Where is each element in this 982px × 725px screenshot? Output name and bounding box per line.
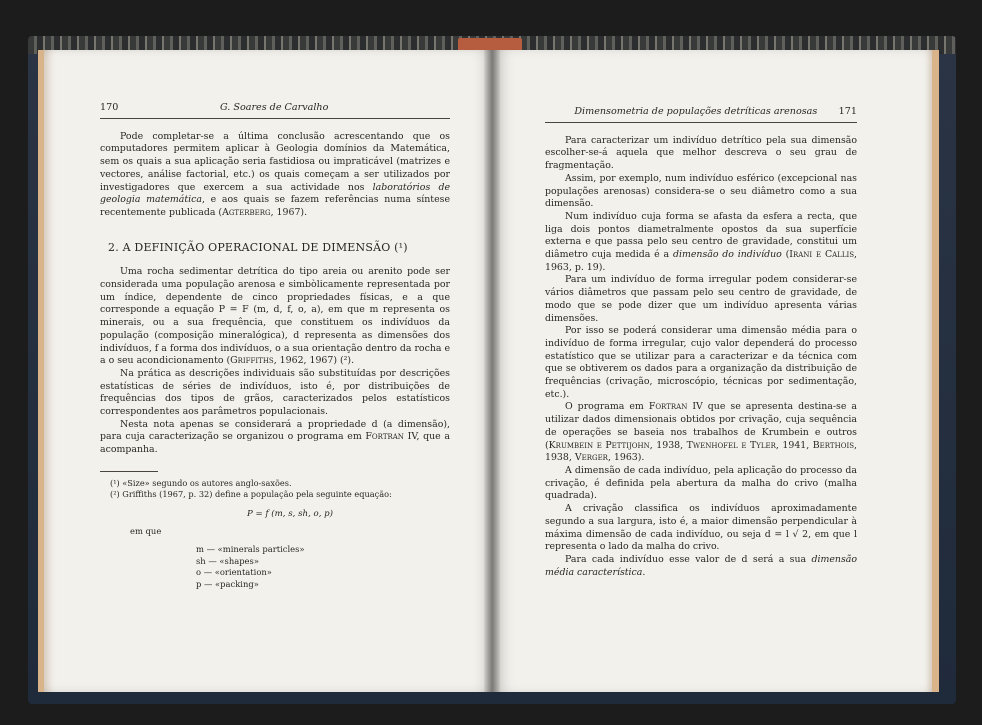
right-paragraph-3: Num indivíduo cuja forma se afasta da esfera a recta, que liga dois pontos diametralmente opostos da sua superfície externa e que passa pelo seu centro de gravidade, constitui um diâmetro cuja medida é a dimensão do indivíduo (Irani e Callis, 1963, p. 19). [545, 210, 858, 273]
left-paragraph-1: Pode completar-se a última conclusão acrescentando que os computadores permitem aplicar à Geologia domínios da Matemática, sem os quais a sua aplicação seria fastidiosa ou impraticável (matrizes e vectores, análise factorial, etc.) os quais começam a ser utilizados por investigadores que exercem a sua actividade nos laboratórios de geologia matemática, e aos quais se fazem referências numa síntese recentemente publicada (Agterberg, 1967). [100, 130, 451, 218]
footnote-em-que: em que [130, 526, 162, 537]
definition-item: sh — «shapes» [196, 555, 259, 566]
left-paragraph-2: Uma rocha sedimentar detrítica do tipo areia ou arenito pode ser considerada uma população arenosa e simbòlicamente representada por um índice, dependente de cinco propriedades físicas, e a que corresponde a equação P = F (m, d, f, o, a), em que m representa os minerais, ou a sua frequência, que constituem os indivíduos da população (composição mineralógica), d representa as dimensões dos indivíduos, f a forma dos indivíduos, o a sua orientação dentro da rocha e a o seu acondicionamento (Griffiths, 1962, 1967) (²). [100, 266, 450, 367]
left-paragraph-4: Nesta nota apenas se considerará a propriedade d (a dimensão), para cuja caracterização se organizou o programa em Fortran IV, que a acompanha. [100, 418, 450, 456]
definition-item: m — «minerals particles» [196, 543, 305, 554]
section-heading: 2. A DEFINIÇÃO OPERACIONAL DE DIMENSÃO (¹) [108, 240, 408, 254]
footnote-2: (²) Griffiths (1967, p. 32) define a população pela seguinte equação: [110, 489, 392, 500]
footnote-rule [100, 471, 158, 472]
right-paragraph-6: O programa em Fortran IV que se apresenta destina-se a utilizar dados dimensionais obtidos por crivação, cuja sequência de operações se baseia nos trabalhos de Krumbein e outros (Krumbein e Pettijohn, 1938, Twenhofel e Tyler, 1941, Berthois, 1938, Verger, 1963). [545, 401, 857, 464]
left-page-text [100, 102, 450, 591]
right-paragraph-2: Assim, por exemplo, num indivíduo esférico (excepcional nas populações arenosas) considera-se o seu diâmetro como a sua dimensão. [545, 172, 857, 210]
definition-item: o — «orientation» [196, 567, 272, 578]
right-paragraph-1: Para caracterizar um indivíduo detrítico pela sua dimensão escolher-se-á aquela que melhor descreva o seu grau de fragmentação. [545, 134, 857, 172]
right-paragraph-5: Por isso se poderá considerar uma dimensão média para o indivíduo de forma irregular, cujo valor dependerá do processo estatístico que se utilizar para a caracterizar e da técnica com que se obtiverem os dados para a organização da distribuição de frequências (crivação, microscópio, técnicas por sedimentação, etc.). [545, 325, 857, 400]
right-page-number: 171 [838, 106, 857, 117]
left-paragraph-3: Na prática as descrições individuais são substituídas por descrições estatísticas de séries de indivíduos, isto é, por distribuições de frequências dos tipos de grãos, caracterizados pelos estatísticos correspondentes aos parâmetros populacionais. [100, 367, 450, 418]
right-paragraph-9: Para cada indivíduo esse valor de d será a sua dimensão média característica. [545, 553, 857, 578]
left-running-title: G. Soares de Carvalho [219, 102, 329, 113]
right-paragraph-8: A crivação classifica os indivíduos aproximadamente segundo a sua largura, isto é, a maior dimensão perpendicular à máxima dimensão de cada indivíduo, ou seja d = l √ 2, em que l representa o lado da malha do crivo. [545, 503, 857, 553]
footnote-definitions [196, 544, 450, 591]
definition-item: p — «packing» [196, 579, 259, 590]
left-running-head [100, 102, 450, 119]
left-page-number: 170 [100, 102, 119, 113]
right-paragraph-7: A dimensão de cada indivíduo, pela aplicação do processo da crivação, é definida pela abertura da malha do crivo (malha quadrada). [545, 464, 857, 502]
footnote-1: (¹) «Size» segundo os autores anglo-saxões. [110, 477, 292, 488]
right-running-head [545, 106, 857, 123]
right-running-title: Dimensometria de populações detríticas arenosas [574, 106, 818, 117]
book-gutter [484, 50, 500, 692]
right-paragraph-4: Para um indivíduo de forma irregular podem considerar-se vários diâmetros que passam pelo seu centro de gravidade, de modo que se pode dizer que um indivíduo apresenta várias dimensões. [545, 274, 857, 324]
right-page-text [545, 106, 857, 579]
footnotes [100, 471, 450, 591]
footnote-equation: P = f (m, s, sh, o, p) [246, 508, 334, 519]
